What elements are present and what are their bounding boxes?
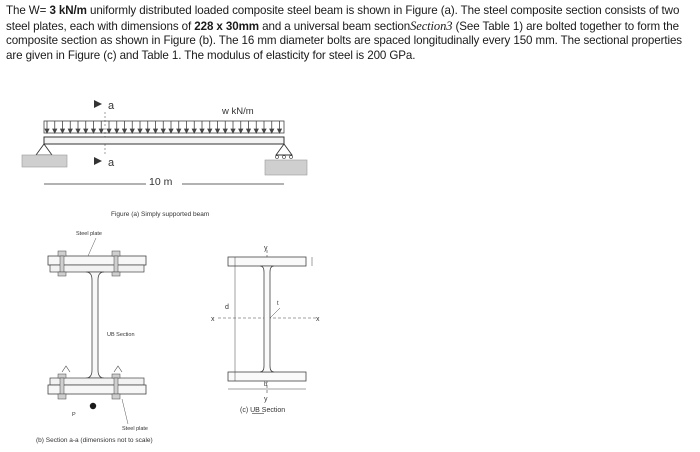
c-t-label: t (277, 301, 279, 307)
load-arrow-head (138, 129, 142, 133)
load-arrow-head (99, 129, 103, 133)
section-marker-top: a (108, 100, 115, 112)
load-arrow-head (161, 129, 165, 133)
figure-a-caption: Figure (a) Simply supported beam (111, 211, 210, 218)
c-x-left-label: x (211, 316, 215, 323)
ub-web (86, 272, 104, 378)
load-arrow-head (53, 129, 57, 133)
figure-b-caption: (b) Section a-a (dimensions not to scale) (36, 437, 153, 444)
load-arrow-head (61, 129, 65, 133)
right-roller-support (265, 144, 307, 175)
load-arrow-head (231, 129, 235, 133)
bolt-point (90, 403, 96, 409)
c-x-right-label: x (316, 316, 320, 323)
load-arrow-head (84, 129, 88, 133)
figure-c-ub-section (218, 250, 318, 395)
load-label: w kN/m (222, 106, 254, 117)
c-y-top-label: y (264, 245, 268, 252)
steel-plate-bottom-label: Steel plate (122, 426, 148, 432)
c-b-label: b (264, 382, 268, 388)
section-arrow-top (94, 100, 102, 108)
plate-dimensions: 228 x 30mm (194, 19, 259, 33)
load-arrow-head (262, 129, 266, 133)
load-arrow-head (278, 129, 282, 133)
load-arrow-head (185, 129, 189, 133)
steel-plate-top-label: Steel plate (76, 231, 102, 237)
c-d-label: d (225, 304, 229, 311)
load-arrow-head (270, 129, 274, 133)
problem-text-3: and a universal beam section (259, 19, 411, 33)
c-y-bottom-label: y (264, 396, 268, 403)
c-web (260, 266, 274, 372)
left-pin-support (22, 144, 67, 167)
beam (44, 137, 284, 144)
load-arrow-head (169, 129, 173, 133)
load-arrow-head (115, 129, 119, 133)
figure-a-beam (22, 100, 307, 218)
load-arrow-head (92, 129, 96, 133)
load-arrow-head (192, 129, 196, 133)
load-arrow-head (146, 129, 150, 133)
load-arrow-head (200, 129, 204, 133)
ub-section-label: UB Section (107, 332, 135, 338)
load-arrow-head (216, 129, 220, 133)
load-arrow-head (154, 129, 158, 133)
load-arrow-head (130, 129, 134, 133)
load-arrow-head (68, 129, 72, 133)
load-arrow-head (76, 129, 80, 133)
load-arrow-head (247, 129, 251, 133)
load-value: 3 kN/m (49, 4, 87, 17)
load-arrow-head (223, 129, 227, 133)
load-arrow-head (239, 129, 243, 133)
load-arrow-head (45, 129, 49, 133)
section-reference: Section3 (410, 18, 453, 33)
problem-text-4: (See Table 1) are bolted together to form the composite section as shown in Figure (b). The 16 mm diameter bolts are spaced longitudinally every 150 mm. The sectional properties are given in Figure (c) and Table 1. The modulus of elasticity for steel is 200 GPa. (6, 19, 682, 62)
load-arrow-head (107, 129, 111, 133)
problem-text-1: The W= (6, 4, 50, 17)
c-top-flange (228, 257, 306, 266)
load-arrow-head (123, 129, 127, 133)
c-bottom-flange (228, 372, 306, 381)
load-arrow-head (254, 129, 258, 133)
load-arrow-head (177, 129, 181, 133)
figure-c-caption: (c) UB Section (240, 407, 286, 414)
bolt-label: P (72, 412, 76, 418)
figure-b-section (36, 231, 153, 444)
problem-text-2: uniformly distributed loaded composite steel beam is shown in Figure (a). The steel composite section consists of two steel plates, each with dimensions of (6, 4, 680, 33)
section-marker-bottom: a (108, 157, 115, 169)
section-arrow-bottom (94, 157, 102, 165)
load-arrow-head (208, 129, 212, 133)
span-label: 10 m (149, 176, 173, 188)
load-arrows (45, 121, 282, 133)
